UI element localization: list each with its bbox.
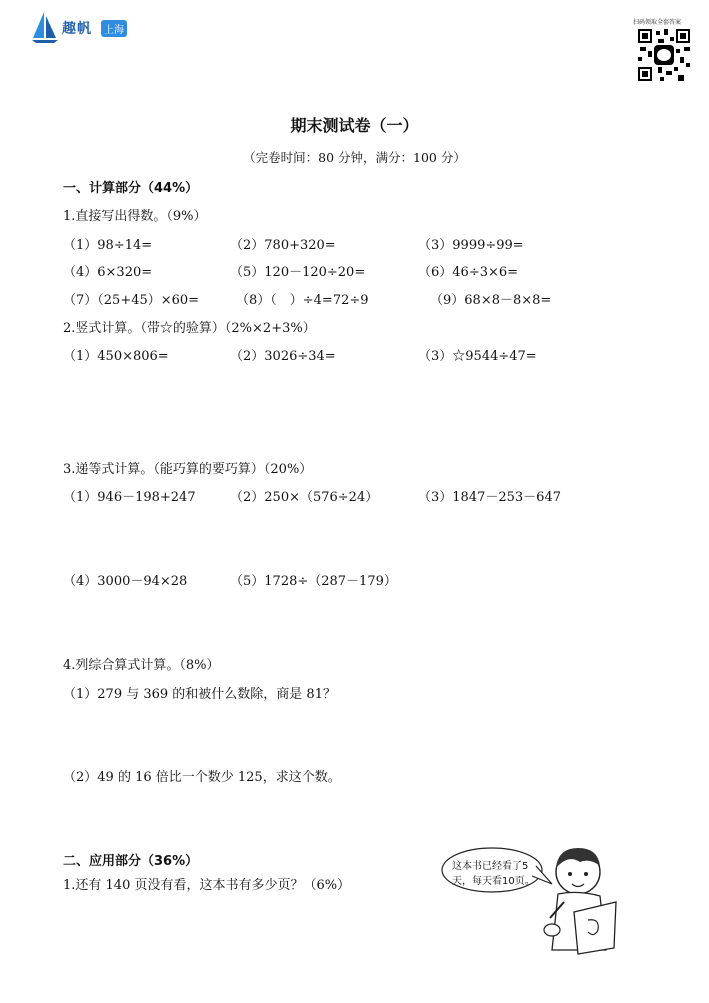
problem-item: （1）279 与 369 的和被什么数除，商是 81？ [63,687,336,702]
problem-item: （1）946－198+247 [63,490,196,505]
problem-item: （1）98÷14= [63,238,153,253]
problem-item: （6）46÷3×6= [418,265,519,280]
problem-item: （1）450×806= [63,349,169,364]
question-label: 3.递等式计算。（能巧算的要巧算）（20%） [63,462,313,477]
page-title: 期末测试卷（一） [290,116,419,135]
problem-item: （7）（25+45）×60= [63,293,200,308]
logo-badge: 上海 [101,20,127,37]
speech-bubble-line: 这本书已经看了5 [452,861,529,872]
problem-item: （5）1728÷（287－179） [230,574,397,589]
problem-item: （5）120－120÷20= [230,265,366,280]
speech-bubble-line: 天，每天看10页。 [452,876,535,887]
problem-item: （2）250×（576÷24） [230,490,379,505]
problem-item: （3）9999÷99= [418,238,524,253]
problem-item: （2）3026÷34= [230,349,336,364]
problem-item: （3）☆9544÷47= [418,349,537,364]
question-label: 2.竖式计算。（带☆的验算）（2%×2+3%） [63,321,316,336]
logo-text: 趣帆 [62,21,92,37]
problem-item: （4）6×320= [63,265,153,280]
problem-item: （2）780+320= [230,238,336,253]
section-heading-calculation: 一、计算部分（44%） [63,181,199,196]
boy-reading-illustration [440,840,620,960]
question-label: 1.还有 140 页没有看，这本书有多少页？（6%） [63,878,351,893]
problem-item: （8）（ ）÷4=72÷9 [236,293,369,308]
qr-code-icon[interactable] [636,27,692,83]
logo [30,10,140,44]
problem-item: （4）3000－94×28 [63,574,188,589]
problem-item: （3）1847－253－647 [418,490,561,505]
problem-item: （2）49 的 16 倍比一个数少 125，求这个数。 [63,770,341,785]
question-label: 1.直接写出得数。（9%） [63,209,207,224]
qr-caption: 扫码领取全套答案 [633,19,682,26]
sail-logo-icon [30,10,60,44]
section-heading-application: 二、应用部分（36%） [63,854,199,869]
exam-info: （完卷时间：80 分钟，满分：100 分） [243,150,466,165]
problem-item: （9）68×8－8×8= [430,293,552,308]
question-label: 4.列综合算式计算。（8%） [63,658,220,673]
